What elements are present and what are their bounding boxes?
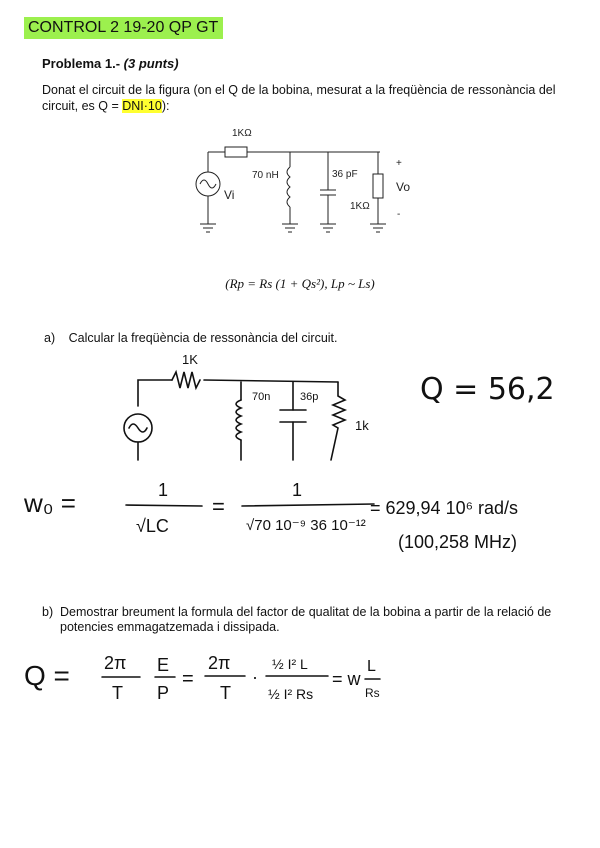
q-value-note — [420, 365, 595, 410]
question-a-text: Calcular la freqüència de ressonància del circuit. — [68, 331, 338, 345]
source-label: Vi — [224, 188, 235, 202]
svg-text:=: = — [212, 494, 225, 519]
output-minus: - — [397, 209, 401, 220]
capacitor-label: 36 pF — [332, 169, 358, 180]
highlighted-dni: DNI·10 — [122, 99, 162, 113]
f5-den: Rs — [365, 686, 380, 700]
fraction-2-den: √70 10⁻⁹ 36 10⁻¹² — [246, 517, 366, 534]
q-symbol: Q = — [24, 660, 70, 691]
statement-text: Donat el circuit de la figura (on el Q de la bobina, mesurat a la freqüència de ressonància del circuit, es Q = — [42, 83, 556, 113]
q-value: Q = 56,2 — [420, 372, 555, 407]
statement-end: ): — [161, 99, 170, 113]
inductor-label: 70 nH — [252, 170, 279, 181]
quality-factor-derivation — [20, 645, 395, 715]
handwritten-circuit — [110, 348, 390, 466]
f4-num: ½ I² L — [272, 656, 308, 672]
f2-den: P — [157, 683, 170, 703]
fraction-1-num: 1 — [158, 480, 169, 500]
series-resistor — [225, 147, 247, 157]
question-b-label: b) — [42, 605, 54, 619]
question-a-label: a) — [44, 331, 56, 345]
fraction-2-num: 1 — [292, 480, 303, 500]
output-label: Vo — [396, 180, 411, 194]
problem-heading — [42, 56, 179, 71]
problem-statement — [42, 82, 577, 114]
document-title: CONTROL 2 19-20 QP GT — [24, 17, 223, 39]
problem-points: (3 punts) — [123, 56, 179, 71]
f3-den: T — [220, 683, 231, 703]
svg-text:=: = — [182, 668, 194, 690]
omega-zero: w₀ = — [24, 488, 76, 518]
angular-frequency-result: = 629,94 10⁶ rad/s — [370, 498, 519, 518]
frequency-result: (100,258 MHz) — [398, 532, 518, 552]
f1-num: 2π — [104, 653, 127, 673]
resonance-equation — [20, 470, 595, 560]
inductor-symbol — [287, 167, 290, 207]
series-resistor-label: 1KΩ — [232, 128, 252, 139]
output-plus: + — [396, 158, 402, 169]
parallel-equivalent-formula: (Rp = Rs (1 + Qs²), Lp ~ Ls) — [225, 276, 375, 291]
circuit-diagram — [190, 122, 420, 242]
f4-den: ½ I² Rs — [268, 686, 314, 702]
omega-term: = w — [332, 669, 361, 689]
f3-num: 2π — [208, 653, 231, 673]
sketch-inductor — [236, 400, 241, 440]
sketch-rl-label: 1k — [355, 418, 369, 433]
f1-den: T — [112, 683, 123, 703]
question-b — [42, 605, 572, 635]
fraction-1-den: √LC — [136, 516, 169, 536]
load-resistor — [373, 174, 383, 198]
sketch-c-label: 36p — [300, 391, 319, 403]
sketch-l-label: 70n — [252, 391, 271, 403]
svg-text:·: · — [252, 667, 258, 687]
sketch-r-label: 1K — [182, 352, 198, 367]
f5-num: L — [367, 658, 376, 675]
sketch-series-resistor — [172, 372, 200, 388]
question-a — [44, 331, 338, 345]
load-resistor-label: 1KΩ — [350, 201, 370, 212]
question-b-text: Demostrar breument la formula del factor de qualitat de la bobina a partir de la relació de potencies emmagatzemada i dissipada. — [60, 605, 552, 634]
f2-num: E — [157, 655, 170, 675]
problem-number: Problema 1.- — [42, 56, 121, 71]
sketch-load-resistor — [331, 382, 345, 460]
